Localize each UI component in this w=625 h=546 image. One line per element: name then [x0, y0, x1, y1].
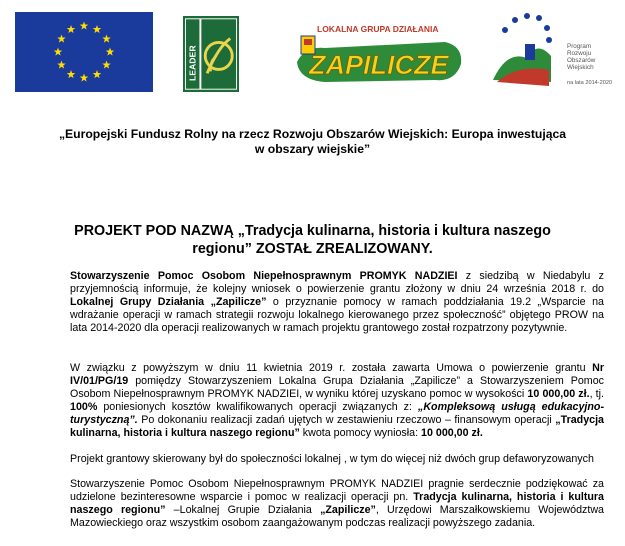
p4-text-3: , Urzędowi Marszałkowskiemu Województwa Mazowieckiego oraz wszystkim osobom zaangażowanym podczas realizacji powyższego zadania. — [70, 504, 604, 529]
eu-flag-logo — [15, 12, 153, 92]
paragraph-announcement — [70, 270, 604, 335]
p2-final-amount: 10 000,00 zł. — [421, 427, 483, 439]
paragraph-agreement — [70, 362, 604, 440]
p4-text-2: –Lokalnej Grupie Działania — [165, 504, 321, 516]
subtitle-line-1: „Europejski Fundusz Rolny na rzecz Rozwoju Obszarów Wiejskich: Europa inwestująca — [58, 127, 567, 141]
prow-line-4: Wiejskich — [567, 64, 594, 71]
p2-service-name: „Kompleksową usługą edukacyjno-turystyczną”. — [70, 401, 605, 426]
leader-text: LEADER — [187, 45, 198, 81]
p4-operation-name: Tradycja kulinarna, historia i kultura naszego regionu” — [70, 491, 605, 516]
paragraph-thanks — [70, 478, 604, 530]
p2-amount: 10 000,00 zł. — [527, 388, 590, 400]
lgd-top-text: LOKALNA GRUPA DZIAŁANIA — [317, 24, 439, 34]
prow-logo — [487, 10, 617, 95]
paragraph-target-groups — [70, 453, 604, 466]
logo-bar — [0, 0, 625, 100]
p4-lgd-name: „Zapilicze” — [320, 504, 376, 516]
p1-lgd-name: Lokalnej Grupy Działania „Zapilicze” — [70, 296, 267, 308]
p2-text-2: pomiędzy Stowarzyszeniem Lokalna Grupa Działania „Zapilicze” a Stowarzyszeniem Pomoc Osobom Niepełnosprawnym PROMYK NADZIEI, w wyniku której uzyskano pomoc w wysokości — [70, 375, 604, 400]
p1-text-1: z siedzibą w Niedabylu z przyjemnością informuje, że kolejny wniosek o powierzenie grantu złożony w dniu 24 września 2018 r. do — [70, 270, 604, 295]
p2-text-3: , tj. — [589, 388, 604, 400]
lgd-zapilicze-logo — [295, 22, 465, 92]
p1-org-name: Stowarzyszenie Pomoc Osobom Niepełnosprawnym PROMYK NADZIEI — [70, 270, 458, 282]
project-heading — [30, 222, 595, 258]
p2-text-4: poniesionych kosztów kwalifikowanych operacji związanych z: — [97, 401, 418, 413]
p2-percent: 100% — [70, 401, 98, 413]
p2-text-1: W związku z powyższym w dniu 11 kwietnia 2019 r. została zawarta Umowa o powierzenie grantu — [70, 362, 593, 374]
p2-text-6: kwota pomocy wyniosła: — [299, 427, 422, 439]
p2-text-5: Po dokonaniu realizacji zadań ujętych w zestawieniu rzeczowo – finansowym operacji — [137, 414, 556, 426]
prow-line-5: na lata 2014-2020 — [567, 80, 613, 86]
heading-line-1: PROJEKT POD NAZWĄ „Tradycja kulinarna, historia i kultura naszego — [74, 223, 551, 239]
prow-line-1: Program — [567, 43, 592, 50]
heading-line-2: regionu” ZOSTAŁ ZREALIZOWANY. — [192, 241, 433, 257]
leader-logo — [183, 16, 239, 92]
prow-line-3: Obszarów — [567, 57, 596, 64]
p3-text-1: Projekt grantowy skierowany był do społeczności lokalnej , w tym do więcej niż dwóch grup defaworyzowanych — [70, 453, 594, 465]
p2-operation-name: „Tradycja kulinarna, historia i kultura naszego regionu” — [70, 414, 604, 439]
p4-text-1: Stowarzyszenie Pomoc Osobom Niepełnosprawnym PROMYK NADZIEI pragnie serdecznie podziękować za udzielone bezinteresowne wsparcie i pomoc w realizacji operacji pn. — [70, 478, 604, 503]
p1-text-2: o przyznanie pomocy w ramach poddziałania 19.2 „Wsparcie na wdrażanie operacji w ramach strategii rozwoju lokalnego kierowanego przez społeczność” objętego PROW na lata 2014-2020 dla operacji realizowanych w ramach projektu grantowego został rozpatrzony pozytywnie. — [70, 296, 604, 334]
p2-agreement-number: Nr IV/01/PG/19 — [70, 362, 604, 387]
lgd-name-text: ZAPILICZE — [309, 50, 449, 80]
subtitle-line-2: w obszary wiejskie” — [254, 142, 371, 156]
prow-line-2: Rozwoju — [567, 50, 592, 57]
fund-subtitle — [40, 127, 585, 157]
